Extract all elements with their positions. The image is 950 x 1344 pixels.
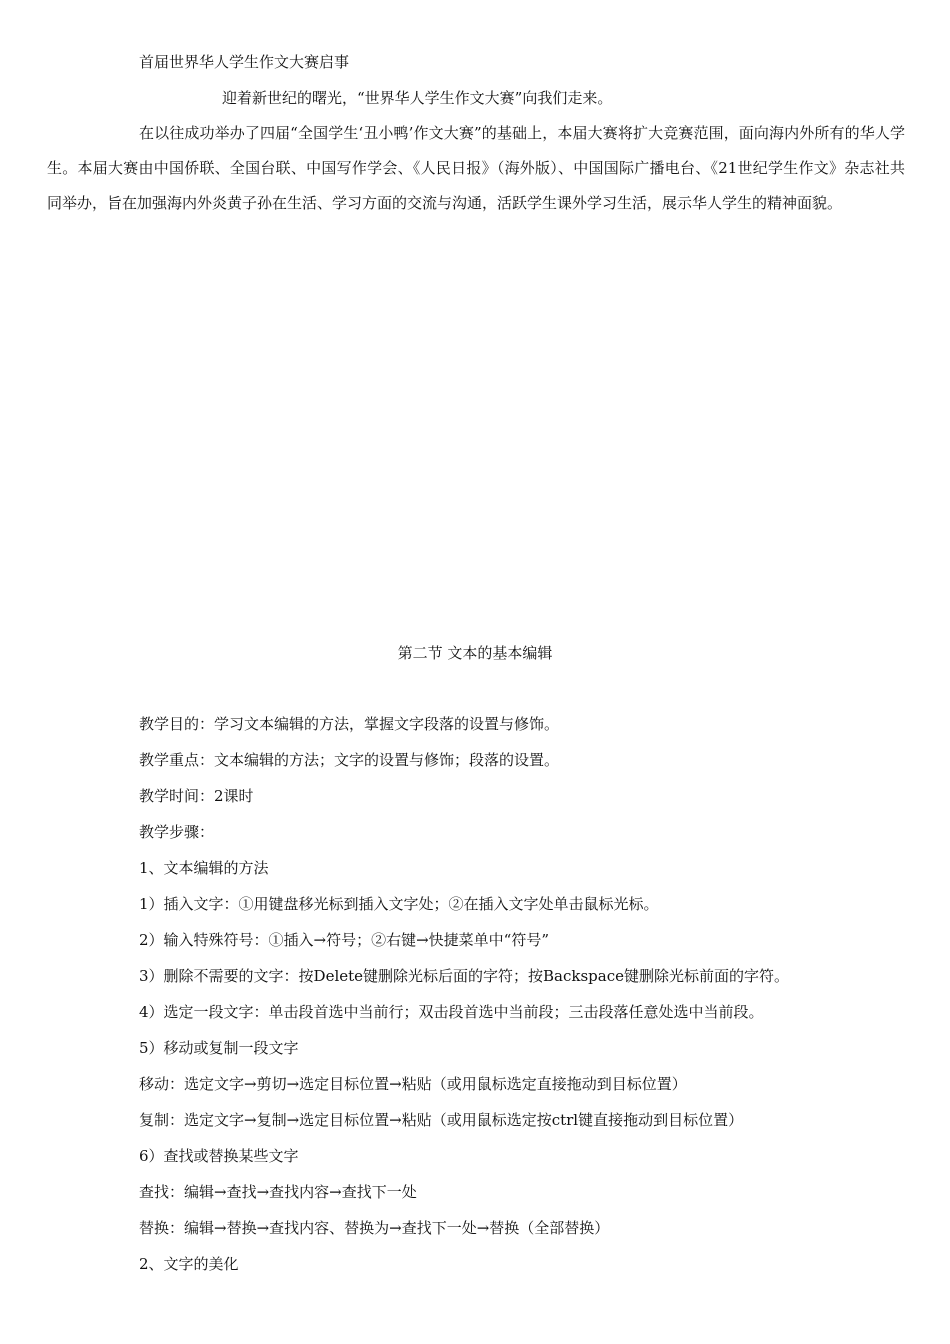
replace-instruction: 替换：编辑→替换→查找内容、替换为→查找下一处→替换（全部替换） [139,1219,610,1237]
move-instruction: 移动：选定文字→剪切→选定目标位置→粘贴（或用鼠标选定直接拖动到目标位置） [139,1075,687,1093]
step-heading-2: 2、文字的美化 [139,1255,239,1273]
step-item-find-replace: 6）查找或替换某些文字 [139,1147,299,1165]
step-item-select-text: 4）选定一段文字：单击段首选中当前行；双击段首选中当前段；三击段落任意处选中当前段。 [139,1003,764,1021]
objective-line: 教学目的：学习文本编辑的方法，掌握文字段落的设置与修饰。 [139,715,560,733]
notice-title: 首届世界华人学生作文大赛启事 [139,53,350,71]
key-points-line: 教学重点：文本编辑的方法；文字的设置与修饰；段落的设置。 [139,751,560,769]
step-item-special-symbols: 2）输入特殊符号：①插入→符号；②右键→快捷菜单中“符号” [139,931,550,949]
section-heading: 第二节 文本的基本编辑 [397,644,553,662]
find-instruction: 查找：编辑→查找→查找内容→查找下一处 [139,1183,417,1201]
steps-label: 教学步骤： [139,823,215,841]
copy-instruction: 复制：选定文字→复制→选定目标位置→粘贴（或用鼠标选定按ctrl键直接拖动到目标位置） [139,1111,744,1129]
step-item-insert-text: 1）插入文字：①用键盘移光标到插入文字处；②在插入文字处单击鼠标光标。 [139,895,659,913]
notice-body-paragraph: 在以往成功举办了四届“全国学生‘丑小鸭’作文大赛”的基础上，本届大赛将扩大竞赛范围，面向海内外所有的华人学生。本届大赛由中国侨联、全国台联、中国写作学会、《人民日报》（海外版）、中国国际广播电台、《21世纪学生作文》杂志社共同举办，旨在加强海内外炎黄子孙在生活、学习方面的交流与沟通，活跃学生课外学习生活，展示华人学生的精神面貌。 [47,124,905,212]
step-item-move-copy: 5）移动或复制一段文字 [139,1039,299,1057]
step-item-delete-text: 3）删除不需要的文字：按Delete键删除光标后面的字符；按Backspace键删除光标前面的字符。 [139,967,790,985]
duration-line: 教学时间：2课时 [139,787,254,805]
step-heading-1: 1、文本编辑的方法 [139,859,269,877]
notice-subtitle: 迎着新世纪的曙光，“世界华人学生作文大赛”向我们走来。 [222,89,613,107]
